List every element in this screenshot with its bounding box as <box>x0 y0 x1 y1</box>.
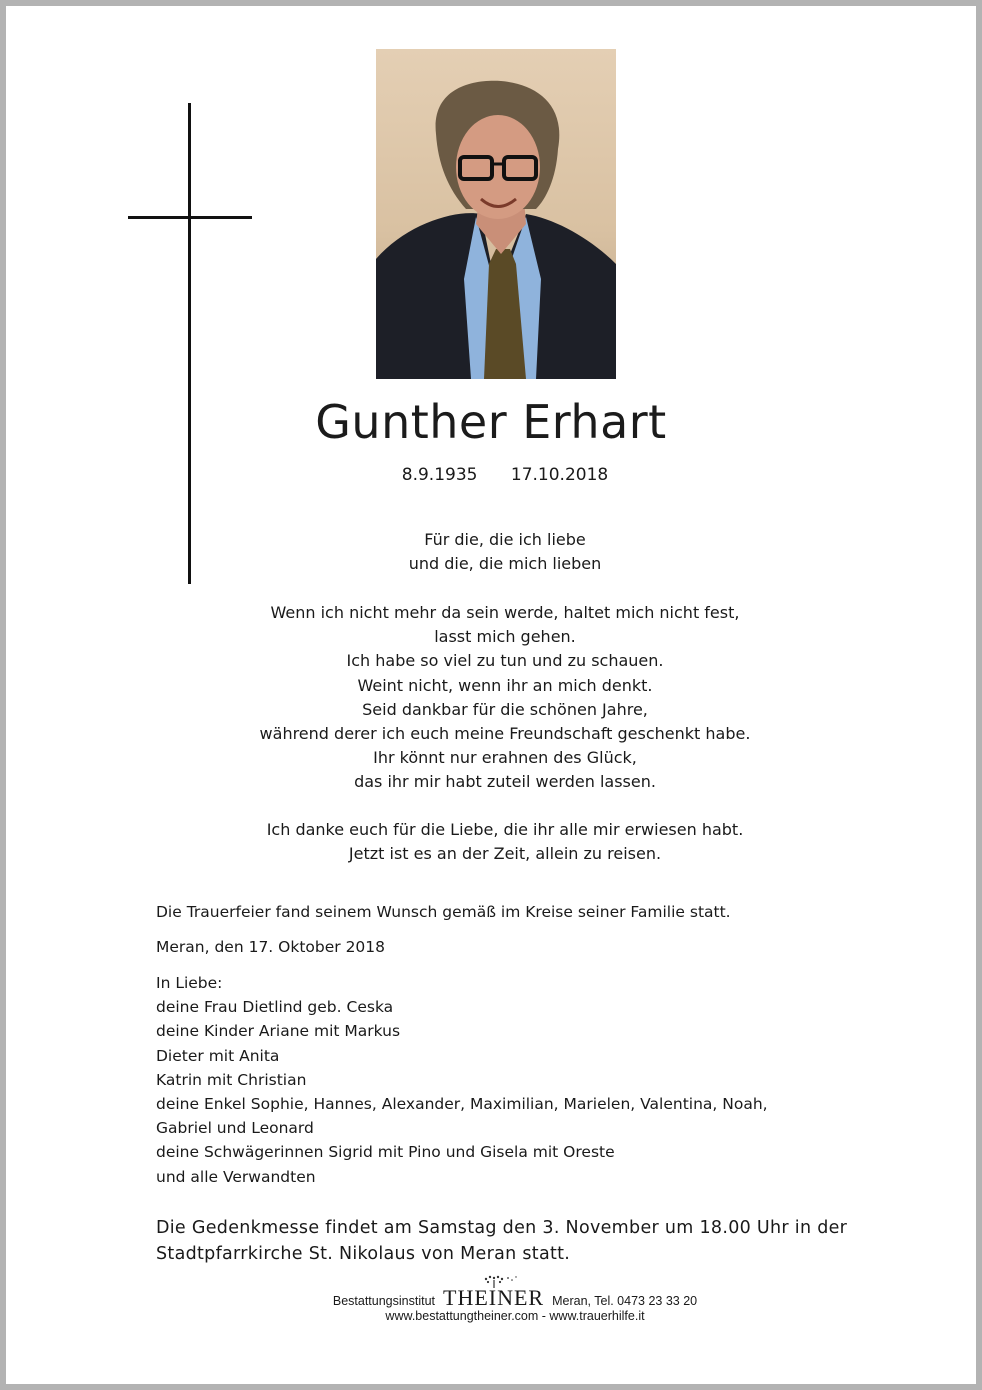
mourner-line: deine Schwägerinnen Sigrid mit Pino und Gisela mit Oreste <box>156 1143 615 1162</box>
poem-line: Ihr könnt nur erahnen des Glück, <box>373 748 637 768</box>
memorial-mass-notice <box>156 1215 876 1267</box>
death-date: 17.10.2018 <box>510 465 609 485</box>
cross-icon-horizontal <box>128 216 252 219</box>
poem-line: Seid dankbar für die schönen Jahre, <box>362 699 648 719</box>
poem-line: lasst mich gehen. <box>434 627 576 647</box>
poem-line: und die, die mich lieben <box>408 554 602 574</box>
deceased-name: Gunther Erhart <box>315 395 667 449</box>
mourners-list <box>156 971 768 1189</box>
poem-line: Für die, die ich liebe <box>424 530 586 549</box>
poem-line: Wenn ich nicht mehr da sein werde, haltet mich nicht fest, <box>270 603 740 622</box>
poem-dedication <box>0 528 982 576</box>
place-date: Meran, den 17. Oktober 2018 <box>156 938 386 956</box>
mourner-line: deine Enkel Sophie, Hannes, Alexander, Maximilian, Marielen, Valentina, Noah, <box>156 1095 768 1114</box>
footer-contact: Meran, Tel. 0473 23 33 20 <box>552 1294 698 1308</box>
poem-line: Ich danke euch für die Liebe, die ihr alle mir erwiesen habt. <box>266 820 744 839</box>
funeral-notice: Die Trauerfeier fand seinem Wunsch gemäß im Kreise seiner Familie statt. <box>156 903 731 921</box>
mourner-line: Katrin mit Christian <box>156 1070 307 1089</box>
footer-prefix: Bestattungsinstitut <box>332 1294 436 1308</box>
mourner-line: deine Frau Dietlind geb. Ceska <box>156 998 394 1017</box>
mass-line: Stadtpfarrkirche St. Nikolaus von Meran statt. <box>156 1244 571 1264</box>
theiner-logo <box>443 1274 544 1308</box>
poem-line: Ich habe so viel zu tun und zu schauen. <box>346 651 664 671</box>
poem-line: das ihr mir habt zuteil werden lassen. <box>354 772 656 792</box>
portrait-photo <box>376 49 616 379</box>
mourners-heading: In Liebe: <box>156 974 223 992</box>
mourner-line: Gabriel und Leonard <box>156 1119 314 1138</box>
footer-websites: www.bestattungtheiner.com - www.trauerhilfe.it <box>385 1309 645 1323</box>
poem-line: während derer ich euch meine Freundschaft geschenkt habe. <box>259 724 751 744</box>
life-dates <box>0 465 982 485</box>
poem-line: Jetzt ist es an der Zeit, allein zu reisen. <box>348 844 662 864</box>
cross-icon-vertical <box>188 103 191 584</box>
mourner-line: deine Kinder Ariane mit Markus <box>156 1022 401 1041</box>
mass-line: Die Gedenkmesse findet am Samstag den 3. November um 18.00 Uhr in der <box>156 1218 848 1238</box>
mourner-line: und alle Verwandten <box>156 1167 316 1186</box>
poem-stanza-1 <box>0 601 982 795</box>
funeral-home-footer <box>0 1274 982 1323</box>
mourner-line: Dieter mit Anita <box>156 1046 280 1065</box>
poem-line: Weint nicht, wenn ihr an mich denkt. <box>357 675 653 695</box>
poem-stanza-2 <box>0 818 982 866</box>
logo-wordmark: THEINER <box>443 1285 545 1310</box>
birth-date: 8.9.1935 <box>401 465 478 485</box>
